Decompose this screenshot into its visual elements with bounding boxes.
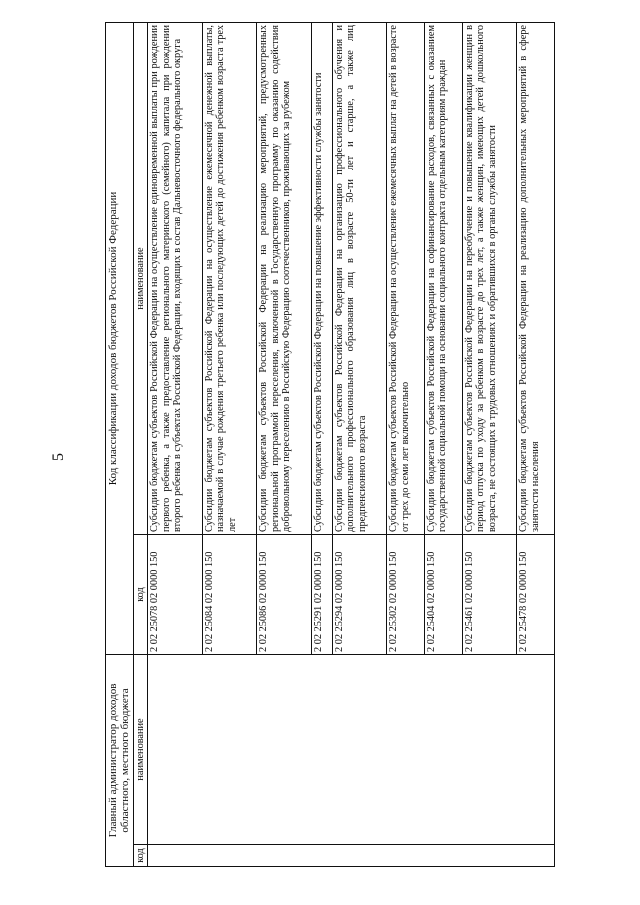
rotated-table-container	[105, 22, 555, 867]
row-name: Субсидии бюджетам субъектов Российской Федерации на реализацию мероприятий, предусмотренных региональной программой переселения, включенной в Государственную программу по оказанию содействия добровольному переселению в Российскую Федерацию соотечественников, проживающих за рубежом	[257, 23, 311, 535]
row-name: Субсидии бюджетам субъектов Российской Федерации на реализацию дополнительных мероприятий в сфере занятости населения	[517, 23, 555, 535]
row-code: 2 02 25086 02 0000 150	[257, 535, 311, 655]
class-code-header: код	[133, 535, 148, 655]
row-name: Субсидии бюджетам субъектов Российской Федерации на софинансирование расходов, связанных с оказанием государственной социальной помощи на основании социального контракта отдельным категориям граждан	[424, 23, 462, 535]
row-name: Субсидии бюджетам субъектов Российской Федерации на осуществление единовременной выплаты при рождении первого ребенка, а также предоставление регионального материнского (семейного) капитала при рождении второго ребенка в субъектах Российской Федерации, входящих в состав Дальневосточного федерального округа	[148, 23, 202, 535]
row-code: 2 02 25294 02 0000 150	[332, 535, 386, 655]
header-row-sub	[133, 23, 148, 867]
row-code: 2 02 25478 02 0000 150	[517, 535, 555, 655]
admin-name-header: наименование	[133, 655, 148, 845]
row-code: 2 02 25291 02 0000 150	[311, 535, 332, 655]
admin-code-cell	[148, 845, 555, 867]
page-number: 5	[50, 453, 67, 461]
table-row	[148, 23, 202, 867]
row-code: 2 02 25461 02 0000 150	[462, 535, 516, 655]
row-code: 2 02 25078 02 0000 150	[148, 535, 202, 655]
row-name: Субсидии бюджетам субъектов Российской Федерации на повышение эффективности службы занятости	[311, 23, 332, 535]
row-name: Субсидии бюджетам субъектов Российской Федерации на осуществление ежемесячных выплат на детей в возрасте от трех до семи лет включительно	[387, 23, 425, 535]
revenue-classification-table	[105, 22, 555, 867]
row-code: 2 02 25084 02 0000 150	[202, 535, 256, 655]
row-code: 2 02 25302 02 0000 150	[387, 535, 425, 655]
row-code: 2 02 25404 02 0000 150	[424, 535, 462, 655]
classification-header: Код классификации доходов бюджетов Российской Федерации	[106, 23, 134, 655]
header-row-top	[106, 23, 134, 867]
row-name: Субсидии бюджетам субъектов Российской Федерации на организацию профессионального обучения и дополнительного профессионального образования лиц в возрасте 50-ти лет и старше, а также лиц предпенсионного возраста	[332, 23, 386, 535]
row-name: Субсидии бюджетам субъектов Российской Федерации на переобучение и повышение квалификации женщин в период отпуска по уходу за ребенком в возрасте до трех лет, а также женщин, имеющих детей дошкольного возраста, не состоящих в трудовых отношениях и обратившихся в органы службы занятости	[462, 23, 516, 535]
admin-header: Главный администратор доходов областного, местного бюджета	[106, 655, 134, 867]
class-name-header: наименование	[133, 23, 148, 535]
row-name: Субсидии бюджетам субъектов Российской Федерации на осуществление ежемесячной денежной выплаты, назначаемой в случае рождения третьего ребенка или последующих детей до достижения ребенком возраста трех лет	[202, 23, 256, 535]
admin-name-cell	[148, 655, 555, 845]
admin-code-header: код	[133, 845, 148, 867]
